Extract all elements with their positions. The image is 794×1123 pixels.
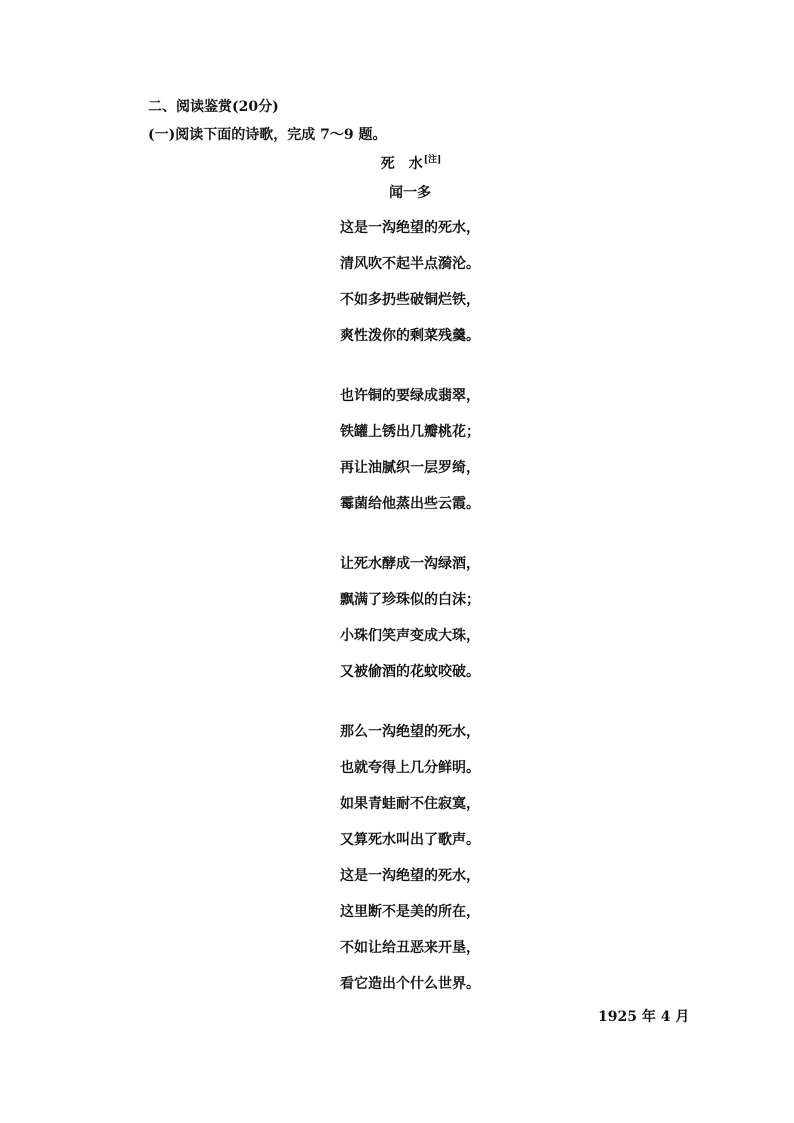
stanza-3 [340,552,480,696]
poem-line: 这里断不是美的所在， [340,904,480,920]
poem-line: 霉菌给他蒸出些云霞。 [340,496,480,512]
reading-instruction: (一)阅读下面的诗歌，完成 7～9 题。 [148,127,387,143]
poem-line: 也许铜的要绿成翡翠， [340,388,480,404]
poem-title-text: 死 水 [380,156,423,172]
poem-note-mark: [注] [423,155,442,165]
section-heading: 二、阅读鉴赏(20分) [148,99,279,115]
poem-line: 这是一沟绝望的死水， [340,220,480,236]
stanza-gap [340,528,480,552]
poem-line: 如果青蛙耐不住寂寞， [340,796,480,812]
poem-line: 也就夸得上几分鲜明。 [340,760,480,776]
poem-line: 又算死水叫出了歌声。 [340,832,480,848]
poem-line: 不如多扔些破铜烂铁， [340,292,480,308]
poem-date: 1925 年 4 月 [598,1009,690,1025]
poem-line: 那么一沟绝望的死水， [340,724,480,740]
poem-author: 闻一多 [389,185,431,201]
poem-line: 让死水酵成一沟绿酒， [340,556,480,572]
stanza-4 [340,720,480,1008]
poem-line: 飘满了珍珠似的白沫； [340,592,480,608]
stanza-gap [340,696,480,720]
poem-title [0,152,794,173]
poem-body [340,216,480,1008]
poem-line: 再让油腻织一层罗绮， [340,460,480,476]
poem-line: 爽性泼你的剩菜残羹。 [340,328,480,344]
poem-line: 看它造出个什么世界。 [340,976,480,992]
stanza-1 [340,216,480,360]
poem-line: 清风吹不起半点漪沦。 [340,256,480,272]
poem-line: 小珠们笑声变成大珠， [340,628,480,644]
poem-line: 这是一沟绝望的死水， [340,868,480,884]
stanza-gap [340,360,480,384]
poem-line: 又被偷酒的花蚊咬破。 [340,664,480,680]
stanza-2 [340,384,480,528]
poem-line: 铁罐上锈出几瓣桃花； [340,424,480,440]
poem-line: 不如让给丑恶来开垦， [340,940,480,956]
